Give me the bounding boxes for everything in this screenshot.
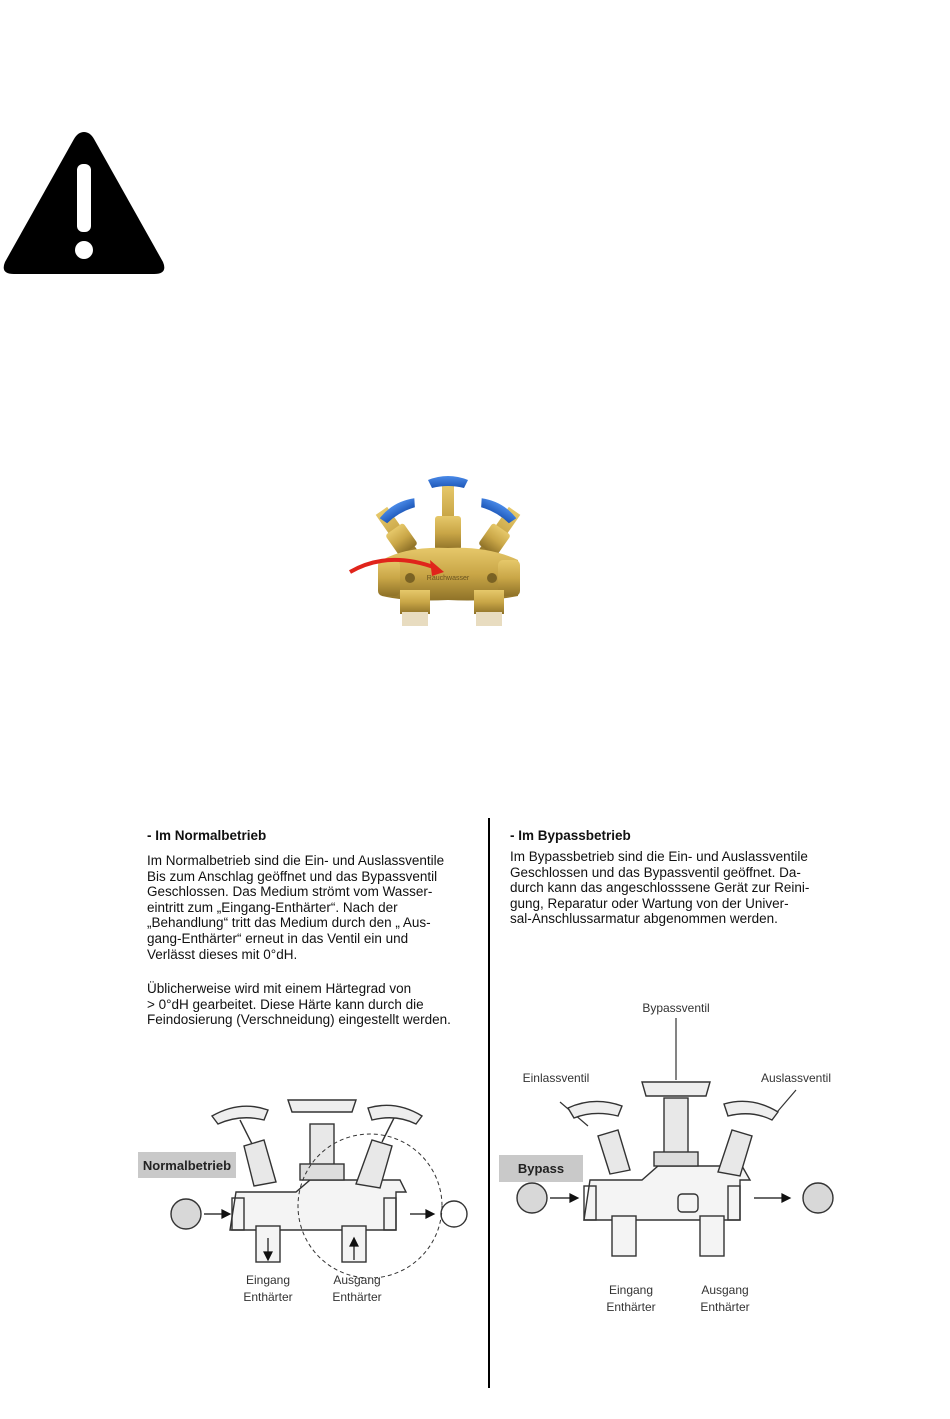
brand-text: Rauchwasser bbox=[426, 575, 470, 582]
normal-out-label: Ausgang Enthärter bbox=[332, 1273, 382, 1304]
normal-mode-paragraph-1: Im Normalbetrieb sind die Ein- und Auslassventile Bis zum Anschlag geöffnet und das Bypassventil Geschlossen. Das Medium strömt vom Wasser- eintritt zum „Eingang-Enthärter“. Nach der „Behandlung“ tritt das Medium durch den „ Aus- gang-Enthärter“ erneut in das Ventil ein und Verlässt dieses mit 0°dH. bbox=[147, 853, 445, 962]
bypass-out-label: Ausgang Enthärter bbox=[700, 1283, 750, 1314]
normal-mode-paragraph-2: Üblicherweise wird mit einem Härtegrad von > 0°dH gearbeitet. Diese Härte kann durch die Feindosierung (Verschneidung) eingestellt werden. bbox=[147, 981, 451, 1028]
bypass-valve-label: Bypassventil bbox=[642, 1001, 710, 1015]
bypass-valve-photo bbox=[348, 472, 548, 630]
normal-mode-title: - Im Normalbetrieb bbox=[147, 828, 267, 843]
normal-in-label: Eingang Enthärter bbox=[243, 1273, 293, 1304]
warning-icon bbox=[0, 128, 168, 278]
bypass-mode-title: - Im Bypassbetrieb bbox=[510, 828, 631, 843]
outlet-valve-label: Auslassventil bbox=[760, 1071, 832, 1085]
bypass-mode-paragraph: Im Bypassbetrieb sind die Ein- und Auslassventile Geschlossen und das Bypassventil geöffnet. Da- durch kann das angeschlosssene Gerät zur Reini- gung, Reparatur oder Wartung von der Univer- sal-Anschlussarmatur abgenommen werden. bbox=[510, 849, 810, 927]
normal-mode-diagram bbox=[160, 1088, 470, 1278]
bypass-mode-badge: Bypass bbox=[499, 1155, 583, 1182]
bypass-mode-diagram bbox=[512, 1018, 842, 1268]
inlet-valve-label: Einlassventil bbox=[522, 1071, 590, 1085]
normal-mode-badge: Normalbetrieb bbox=[138, 1152, 236, 1178]
column-divider bbox=[488, 818, 490, 1388]
bypass-in-label: Eingang Enthärter bbox=[606, 1283, 656, 1314]
